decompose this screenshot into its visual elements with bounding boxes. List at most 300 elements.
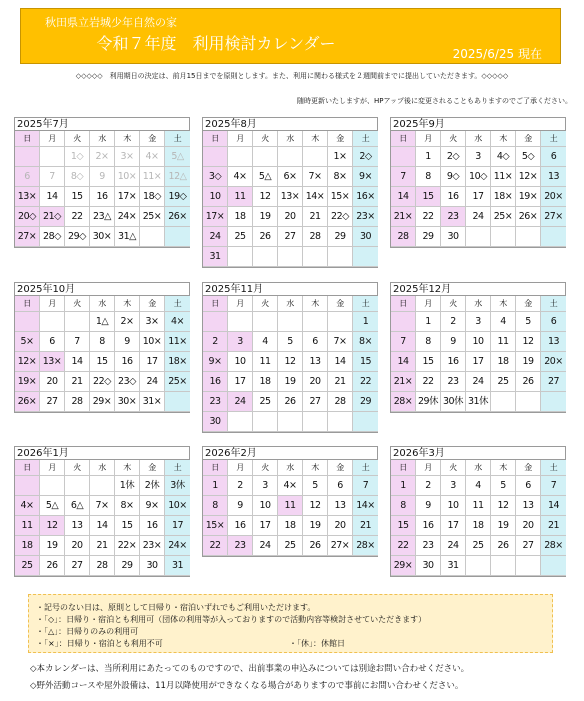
day-cell: 14 [391, 187, 416, 207]
empty-day-cell [15, 147, 40, 167]
day-cell: 6 [15, 167, 40, 187]
empty-day-cell [328, 312, 353, 332]
day-cell: 5◇ [516, 147, 541, 167]
day-cell: 25× [491, 207, 516, 227]
day-cell: 23× [353, 207, 378, 227]
month-calendar [14, 282, 190, 413]
weekday-header: 月 [40, 131, 65, 147]
weekday-header: 水 [466, 131, 491, 147]
empty-day-cell [491, 556, 516, 576]
empty-day-cell [516, 392, 541, 412]
day-cell: 31 [441, 556, 466, 576]
month-calendar [14, 117, 190, 248]
day-cell: 11× [491, 167, 516, 187]
day-cell: 11 [466, 496, 491, 516]
day-cell: 29◇ [65, 227, 90, 247]
weekday-header: 火 [441, 296, 466, 312]
day-cell: 25× [140, 207, 165, 227]
day-cell: 8 [391, 496, 416, 516]
day-cell: 13 [65, 516, 90, 536]
day-cell: 16 [140, 516, 165, 536]
day-cell: 14× [353, 496, 378, 516]
empty-day-cell [165, 227, 190, 247]
day-cell: 25 [15, 556, 40, 576]
weekday-header: 火 [65, 460, 90, 476]
day-cell: 18 [491, 352, 516, 372]
day-cell: 4 [253, 332, 278, 352]
empty-day-cell [228, 312, 253, 332]
weekday-header: 土 [353, 296, 378, 312]
weekday-header: 水 [466, 296, 491, 312]
day-cell: 24 [203, 227, 228, 247]
weekday-header: 水 [466, 460, 491, 476]
weekday-header: 日 [15, 460, 40, 476]
month-day-grid [203, 131, 377, 267]
day-cell: 15 [416, 352, 441, 372]
day-cell: 29休 [416, 392, 441, 412]
day-cell: 9× [140, 496, 165, 516]
day-cell: 14 [65, 352, 90, 372]
day-cell: 1 [391, 476, 416, 496]
day-cell: 1× [328, 147, 353, 167]
day-cell: 17× [203, 207, 228, 227]
day-cell: 3 [228, 332, 253, 352]
day-cell: 28 [65, 392, 90, 412]
day-cell: 26× [516, 207, 541, 227]
day-cell: 7× [303, 167, 328, 187]
weekday-header: 月 [40, 460, 65, 476]
month-calendar [202, 117, 378, 268]
weekday-header: 水 [90, 131, 115, 147]
empty-day-cell [391, 147, 416, 167]
day-cell: 13 [541, 332, 566, 352]
day-cell: 20 [303, 372, 328, 392]
day-cell: 24 [228, 392, 253, 412]
weekday-header: 金 [328, 296, 353, 312]
empty-day-cell [303, 247, 328, 267]
day-cell: 27 [40, 392, 65, 412]
day-cell: 1 [353, 312, 378, 332]
day-cell: 30 [140, 556, 165, 576]
day-cell: 28◇ [40, 227, 65, 247]
day-cell: 3休 [165, 476, 190, 496]
empty-day-cell [353, 412, 378, 432]
weekday-header: 日 [15, 131, 40, 147]
weekday-header: 土 [165, 131, 190, 147]
day-cell: 22 [353, 372, 378, 392]
empty-day-cell [165, 392, 190, 412]
empty-day-cell [466, 556, 491, 576]
day-cell: 25 [228, 227, 253, 247]
day-cell: 10 [253, 496, 278, 516]
day-cell: 2 [416, 476, 441, 496]
day-cell: 22 [391, 536, 416, 556]
day-cell: 28× [541, 536, 566, 556]
empty-day-cell [278, 247, 303, 267]
day-cell: 9× [353, 167, 378, 187]
day-cell: 6 [328, 476, 353, 496]
day-cell: 23△ [90, 207, 115, 227]
weekday-header: 月 [228, 296, 253, 312]
day-cell: 27× [15, 227, 40, 247]
day-cell: 5 [278, 332, 303, 352]
day-cell: 2 [203, 332, 228, 352]
empty-day-cell [40, 312, 65, 332]
day-cell: 17× [115, 187, 140, 207]
empty-day-cell [491, 392, 516, 412]
day-cell: 25× [165, 372, 190, 392]
weekday-header: 水 [90, 460, 115, 476]
day-cell: 9× [203, 352, 228, 372]
day-cell: 10 [466, 332, 491, 352]
day-cell: 2× [90, 147, 115, 167]
day-cell: 18 [15, 536, 40, 556]
empty-day-cell [466, 227, 491, 247]
month-title: 2025年10月 [15, 283, 189, 296]
day-cell: 5△ [253, 167, 278, 187]
day-cell: 20 [65, 536, 90, 556]
day-cell: 4 [491, 312, 516, 332]
weekday-header: 金 [140, 460, 165, 476]
day-cell: 11× [165, 332, 190, 352]
day-cell: 27× [541, 207, 566, 227]
day-cell: 16 [90, 187, 115, 207]
day-cell: 26 [491, 536, 516, 556]
day-cell: 6 [541, 312, 566, 332]
day-cell: 12 [278, 352, 303, 372]
empty-day-cell [228, 247, 253, 267]
month-calendar [390, 282, 566, 413]
day-cell: 10 [203, 187, 228, 207]
day-cell: 5× [15, 332, 40, 352]
weekday-header: 金 [140, 131, 165, 147]
empty-day-cell [90, 476, 115, 496]
weekday-header: 木 [303, 131, 328, 147]
month-day-grid [203, 296, 377, 432]
weekday-header: 土 [353, 460, 378, 476]
day-cell: 21 [541, 516, 566, 536]
month-calendar [390, 117, 566, 248]
empty-day-cell [541, 392, 566, 412]
day-cell: 14 [328, 352, 353, 372]
day-cell: 29 [115, 556, 140, 576]
legend-closed: ・「休」：休館日 [289, 639, 345, 648]
day-cell: 20× [541, 352, 566, 372]
day-cell: 15 [90, 352, 115, 372]
day-cell: 17 [228, 372, 253, 392]
day-cell: 20 [278, 207, 303, 227]
day-cell: 17 [140, 352, 165, 372]
day-cell: 15 [416, 187, 441, 207]
day-cell: 10 [441, 496, 466, 516]
month-title: 2025年12月 [391, 283, 565, 296]
day-cell: 3 [253, 476, 278, 496]
weekday-header: 日 [391, 131, 416, 147]
day-cell: 13× [278, 187, 303, 207]
day-cell: 24 [140, 372, 165, 392]
day-cell: 12 [40, 516, 65, 536]
empty-day-cell [203, 147, 228, 167]
empty-day-cell [140, 227, 165, 247]
day-cell: 7 [391, 167, 416, 187]
day-cell: 13 [516, 496, 541, 516]
day-cell: 6 [40, 332, 65, 352]
day-cell: 8× [328, 167, 353, 187]
empty-day-cell [516, 227, 541, 247]
day-cell: 26 [516, 372, 541, 392]
day-cell: 25 [278, 536, 303, 556]
weekday-header: 土 [165, 296, 190, 312]
month-day-grid [15, 460, 189, 576]
day-cell: 28× [391, 392, 416, 412]
day-cell: 14 [391, 352, 416, 372]
weekday-header: 金 [328, 131, 353, 147]
day-cell: 19 [253, 207, 278, 227]
day-cell: 18× [491, 187, 516, 207]
weekday-header: 水 [278, 460, 303, 476]
day-cell: 13 [303, 352, 328, 372]
weekday-header: 月 [416, 131, 441, 147]
weekday-header: 火 [65, 296, 90, 312]
month-day-grid [391, 296, 565, 412]
day-cell: 8 [416, 167, 441, 187]
day-cell: 12△ [165, 167, 190, 187]
day-cell: 10× [140, 332, 165, 352]
day-cell: 11 [278, 496, 303, 516]
day-cell: 11 [228, 187, 253, 207]
day-cell: 21× [391, 372, 416, 392]
month-title: 2026年2月 [203, 447, 377, 460]
day-cell: 17 [441, 516, 466, 536]
empty-day-cell [328, 412, 353, 432]
day-cell: 22× [115, 536, 140, 556]
day-cell: 23◇ [115, 372, 140, 392]
day-cell: 11 [253, 352, 278, 372]
day-cell: 23 [441, 207, 466, 227]
day-cell: 17 [466, 187, 491, 207]
day-cell: 26× [165, 207, 190, 227]
weekday-header: 木 [491, 460, 516, 476]
empty-day-cell [253, 312, 278, 332]
day-cell: 31× [140, 392, 165, 412]
day-cell: 29× [391, 556, 416, 576]
day-cell: 2 [228, 476, 253, 496]
day-cell: 15 [391, 516, 416, 536]
day-cell: 9 [416, 496, 441, 516]
day-cell: 8 [416, 332, 441, 352]
weekday-header: 木 [491, 296, 516, 312]
day-cell: 8 [90, 332, 115, 352]
day-cell: 2× [115, 312, 140, 332]
day-cell: 15 [353, 352, 378, 372]
weekday-header: 水 [278, 296, 303, 312]
facility-name: 秋田県立岩城少年自然の家 [45, 16, 177, 29]
empty-day-cell [40, 147, 65, 167]
day-cell: 10◇ [466, 167, 491, 187]
empty-day-cell [516, 556, 541, 576]
weekday-header: 金 [328, 460, 353, 476]
day-cell: 23× [140, 536, 165, 556]
day-cell: 3 [441, 476, 466, 496]
weekday-header: 金 [516, 460, 541, 476]
page-title: 令和７年度 利用検討カレンダー [96, 34, 336, 53]
day-cell: 24× [115, 207, 140, 227]
legend-cross: ・「×」：日帰り・宿泊とも利用不可 [36, 639, 163, 648]
day-cell: 22◇ [90, 372, 115, 392]
day-cell: 18 [466, 516, 491, 536]
day-cell: 20 [516, 516, 541, 536]
day-cell: 2◇ [441, 147, 466, 167]
day-cell: 3◇ [203, 167, 228, 187]
empty-day-cell [15, 476, 40, 496]
day-cell: 16 [115, 352, 140, 372]
day-cell: 30 [353, 227, 378, 247]
day-cell: 5 [303, 476, 328, 496]
day-cell: 16 [228, 516, 253, 536]
day-cell: 6 [516, 476, 541, 496]
empty-day-cell [391, 312, 416, 332]
day-cell: 5△ [40, 496, 65, 516]
day-cell: 24 [253, 536, 278, 556]
day-cell: 31△ [115, 227, 140, 247]
day-cell: 6× [278, 167, 303, 187]
day-cell: 7 [353, 476, 378, 496]
day-cell: 21 [65, 372, 90, 392]
day-cell: 11× [140, 167, 165, 187]
day-cell: 25 [253, 392, 278, 412]
day-cell: 14 [90, 516, 115, 536]
weekday-header: 月 [40, 296, 65, 312]
month-day-grid [391, 131, 565, 247]
day-cell: 30 [441, 227, 466, 247]
footer-note-delivery: ◇本カレンダーは、当所利用にあたってのものですので、出前事業の申込みについては別途お問い合わせください。 [30, 664, 470, 674]
day-cell: 1△ [90, 312, 115, 332]
day-cell: 30 [203, 412, 228, 432]
day-cell: 9 [90, 167, 115, 187]
empty-day-cell [353, 247, 378, 267]
empty-day-cell [278, 412, 303, 432]
month-title: 2025年11月 [203, 283, 377, 296]
weekday-header: 火 [253, 460, 278, 476]
header-banner [20, 8, 561, 64]
day-cell: 23 [203, 392, 228, 412]
day-cell: 28 [328, 392, 353, 412]
day-cell: 29× [90, 392, 115, 412]
as-of-date: 2025/6/25 現在 [452, 47, 542, 61]
day-cell: 16 [441, 187, 466, 207]
day-cell: 4◇ [491, 147, 516, 167]
day-cell: 17 [165, 516, 190, 536]
day-cell: 7 [65, 332, 90, 352]
day-cell: 13 [541, 167, 566, 187]
weekday-header: 火 [441, 460, 466, 476]
month-title: 2025年9月 [391, 118, 565, 131]
day-cell: 16 [441, 352, 466, 372]
day-cell: 3× [115, 147, 140, 167]
day-cell: 8 [203, 496, 228, 516]
day-cell: 29 [416, 227, 441, 247]
day-cell: 31休 [466, 392, 491, 412]
day-cell: 10× [165, 496, 190, 516]
day-cell: 25 [466, 536, 491, 556]
day-cell: 2 [441, 312, 466, 332]
empty-day-cell [65, 312, 90, 332]
month-day-grid [15, 131, 189, 247]
day-cell: 14 [40, 187, 65, 207]
day-cell: 7× [90, 496, 115, 516]
day-cell: 28 [90, 556, 115, 576]
legend-box [28, 594, 553, 653]
month-title: 2025年8月 [203, 118, 377, 131]
month-calendar [202, 446, 378, 557]
day-cell: 24 [466, 207, 491, 227]
day-cell: 4× [140, 147, 165, 167]
day-cell: 25 [491, 372, 516, 392]
day-cell: 16 [416, 516, 441, 536]
day-cell: 9 [441, 332, 466, 352]
day-cell: 18 [228, 207, 253, 227]
empty-day-cell [491, 227, 516, 247]
day-cell: 31 [203, 247, 228, 267]
month-title: 2026年3月 [391, 447, 565, 460]
day-cell: 21◇ [40, 207, 65, 227]
day-cell: 18 [278, 516, 303, 536]
day-cell: 22 [65, 207, 90, 227]
day-cell: 15× [203, 516, 228, 536]
day-cell: 17 [466, 352, 491, 372]
empty-day-cell [303, 412, 328, 432]
weekday-header: 土 [541, 460, 566, 476]
day-cell: 30× [90, 227, 115, 247]
day-cell: 6△ [65, 496, 90, 516]
empty-day-cell [228, 147, 253, 167]
day-cell: 7 [541, 476, 566, 496]
weekday-header: 金 [516, 296, 541, 312]
day-cell: 27 [303, 392, 328, 412]
day-cell: 27 [278, 227, 303, 247]
month-day-grid [15, 296, 189, 412]
weekday-header: 日 [203, 131, 228, 147]
day-cell: 28× [353, 536, 378, 556]
day-cell: 22 [416, 207, 441, 227]
weekday-header: 木 [491, 131, 516, 147]
month-calendar [390, 446, 566, 577]
empty-day-cell [303, 147, 328, 167]
empty-day-cell [253, 247, 278, 267]
day-cell: 18× [165, 352, 190, 372]
day-cell: 30 [416, 556, 441, 576]
day-cell: 12× [516, 167, 541, 187]
month-title: 2026年1月 [15, 447, 189, 460]
day-cell: 13× [40, 352, 65, 372]
day-cell: 18◇ [140, 187, 165, 207]
day-cell: 20◇ [15, 207, 40, 227]
day-cell: 22◇ [328, 207, 353, 227]
empty-day-cell [303, 312, 328, 332]
day-cell: 19 [491, 516, 516, 536]
day-cell: 11 [491, 332, 516, 352]
day-cell: 24× [165, 536, 190, 556]
day-cell: 9 [115, 332, 140, 352]
day-cell: 1◇ [65, 147, 90, 167]
day-cell: 10 [228, 352, 253, 372]
day-cell: 1 [416, 147, 441, 167]
day-cell: 26 [253, 227, 278, 247]
day-cell: 10× [115, 167, 140, 187]
empty-day-cell [228, 412, 253, 432]
day-cell: 3 [466, 312, 491, 332]
day-cell: 2◇ [353, 147, 378, 167]
